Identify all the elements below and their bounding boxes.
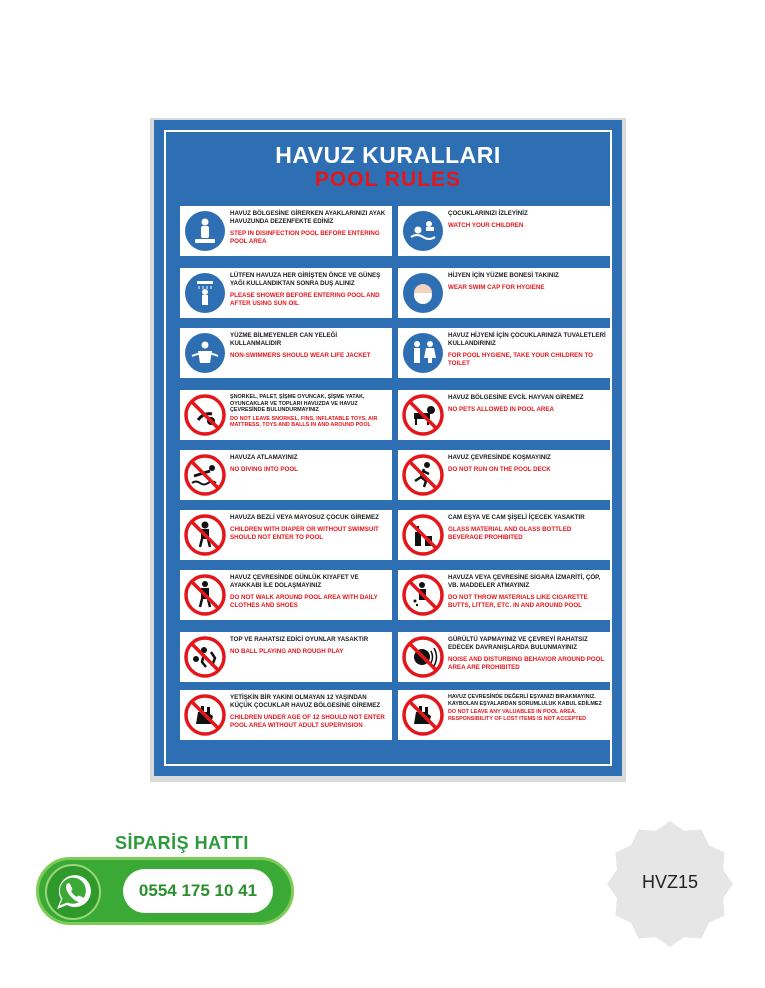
product-code: HVZ15 — [641, 872, 699, 892]
rule-text — [230, 210, 388, 246]
rule-text-turkish: CAM EŞYA VE CAM ŞİŞELİ İÇECEK YASAKTIR — [448, 514, 585, 521]
rule-text-english: DO NOT RUN ON THE POOL DECK — [448, 466, 551, 473]
rule-text-turkish: HAVUZ ÇEVRESİNDE GÜNLÜK KIYAFET VE AYAKKABI İLE DOLAŞMAYINIZ — [230, 574, 359, 589]
rule-text-turkish: HAVUZA BEZLİ VEYA MAYOSUZ ÇOCUK GİREMEZ — [230, 514, 379, 521]
phone-number: 0554 175 10 41 — [138, 881, 258, 900]
rule-card — [180, 206, 392, 256]
rule-text — [230, 636, 388, 656]
rule-card — [180, 268, 392, 318]
rule-card — [180, 328, 392, 378]
rule-text-english: WATCH YOUR CHILDREN — [448, 222, 524, 229]
rule-text-turkish: TOP VE RAHATSIZ EDİCİ OYUNLAR YASAKTIR — [230, 636, 369, 643]
rule-text-english: PLEASE SHOWER BEFORE ENTERING POOL AND AFTER USING SUN OIL — [230, 292, 380, 307]
no-diaper-icon — [184, 514, 226, 556]
rule-text-english: NOISE AND DISTURBING BEHAVIOR AROUND POOL AREA ARE PROHIBITED — [448, 656, 605, 671]
rule-text-english: NO PETS ALLOWED IN POOL AREA — [448, 406, 554, 413]
rule-card — [398, 328, 610, 378]
rule-text-english: CHILDREN UNDER AGE OF 12 SHOULD NOT ENTER POOL AREA WITHOUT ADULT SUPERVISION — [230, 714, 385, 729]
rule-text — [448, 454, 606, 474]
swim-cap-icon — [402, 272, 444, 314]
toilet-icon — [402, 332, 444, 374]
rule-text — [448, 210, 606, 230]
rule-text-turkish: HAVUZA VEYA ÇEVRESİNE SİGARA İZMARİTİ, ÇÖP, VB. MADDELER ATMAYINIZ — [448, 574, 601, 589]
shower-icon — [184, 272, 226, 314]
no-street-clothes-icon — [184, 574, 226, 616]
rule-text-english: WEAR SWIM CAP FOR HYGIENE — [448, 284, 545, 291]
rule-text-turkish: HAVUZA ATLAMAYINIZ — [230, 454, 298, 461]
rule-text — [448, 636, 606, 672]
rule-text-english: GLASS MATERIAL AND GLASS BOTTLED BEVERAGE PROHIBITED — [448, 526, 572, 541]
rule-text-english: NO BALL PLAYING AND ROUGH PLAY — [230, 648, 344, 655]
no-noise-icon — [402, 636, 444, 678]
whatsapp-icon — [45, 864, 101, 920]
rule-text-turkish: HİJYEN İÇİN YÜZME BONESİ TAKINIZ — [448, 272, 559, 279]
pool-rules-sign — [154, 120, 622, 776]
rule-card — [398, 632, 610, 682]
rule-card — [398, 268, 610, 318]
rule-card — [180, 510, 392, 560]
sign-title-english: POOL RULES — [314, 168, 462, 191]
rule-text — [230, 514, 388, 542]
rule-text — [448, 694, 606, 722]
rule-text-turkish: YETİŞKİN BİR YAKINI OLMAYAN 12 YAŞINDAN KÜÇÜK ÇOCUKLAR HAVUZ BÖLGESİNE GİREMEZ — [230, 694, 381, 709]
rule-card — [398, 570, 610, 620]
rule-card — [398, 510, 610, 560]
rule-text-turkish: HAVUZ HİJYENİ İÇİN ÇOCUKLARINIZA TUVALETLERİ KULLANDIRINIZ — [448, 332, 606, 347]
whatsapp-order-button[interactable] — [36, 857, 294, 925]
rule-card — [180, 632, 392, 682]
rule-card — [180, 390, 392, 440]
rule-card — [180, 570, 392, 620]
no-valuables-icon — [402, 694, 444, 736]
rule-text — [448, 514, 606, 542]
rule-text-turkish: LÜTFEN HAVUZA HER GİRİŞTEN ÖNCE VE GÜNEŞ YAĞI KULLANDIKTAN SONRA DUŞ ALINIZ — [230, 272, 381, 287]
rule-text-turkish: GÜRÜLTÜ YAPMAYINIZ VE ÇEVREYİ RAHATSIZ EDECEK DAVRANIŞLARDA BULUNMAYINIZ — [448, 636, 588, 651]
rule-card — [180, 690, 392, 740]
order-line-label: SİPARİŞ HATTI — [115, 833, 249, 853]
rule-text — [230, 332, 388, 360]
rule-text-english: DO NOT LEAVE ANY VALUABLES IN POOL AREA. RESPONSIBILITY OF LOST ITEMS IS NOT ACCEPTED — [448, 709, 587, 722]
rule-text — [230, 394, 388, 429]
no-pets-icon — [402, 394, 444, 436]
sign-title-turkish: HAVUZ KURALLARI — [275, 142, 501, 168]
no-snorkel-icon — [184, 394, 226, 436]
rule-text-turkish: HAVUZ ÇEVRESİNDE DEĞERLİ EŞYANIZI BIRAKMAYINIZ. KAYBOLAN EŞYALARDAN SORUMLULUK KABUL EDİLMEZ — [448, 694, 602, 707]
rule-text-turkish: HAVUZ ÇEVRESİNDE KOŞMAYINIZ — [448, 454, 551, 461]
no-glass-icon — [402, 514, 444, 556]
rule-card — [398, 450, 610, 500]
rule-card — [180, 450, 392, 500]
rule-text-english: NO DIVING INTO POOL — [230, 466, 298, 473]
rule-text-turkish: ÇOCUKLARINIZI İZLEYİNİZ — [448, 210, 528, 217]
rule-text-turkish: HAVUZ BÖLGESİNE GİRERKEN AYAKLARINIZI AYAK HAVUZUNDA DEZENFEKTE EDİNİZ — [230, 210, 386, 225]
rule-text-english: FOR POOL HYGIENE, TAKE YOUR CHILDREN TO TOILET — [448, 352, 593, 367]
no-diving-icon — [184, 454, 226, 496]
watch-children-icon — [402, 210, 444, 252]
rule-text-turkish: YÜZME BİLMEYENLER CAN YELEĞİ KULLANMALIDIR — [230, 332, 338, 347]
rule-text-english: CHILDREN WITH DIAPER OR WITHOUT SWIMSUIT SHOULD NOT ENTER TO POOL — [230, 526, 379, 541]
rule-text-english: DO NOT LEAVE SNORKEL, FINS, INFLATABLE TOYS, AIR MATTRESS, TOYS AND BALLS IN AND AROUND POOL — [230, 415, 378, 429]
rule-text — [230, 574, 388, 610]
rule-text-turkish: HAVUZ BÖLGESİNE EVCİL HAYVAN GİREMEZ — [448, 394, 584, 401]
life-jacket-icon — [184, 332, 226, 374]
rule-text — [448, 394, 606, 414]
rule-card — [398, 690, 610, 740]
rule-text-turkish: ŞNORKEL, PALET, ŞİŞME OYUNCAK, ŞİŞME YATAK, OYUNCAKLAR VE TOPLARI HAVUZDA VE HAVUZ ÇEVRESİNDE BULUNDURMAYINIZ — [230, 394, 365, 414]
disinfection-pool-icon — [184, 210, 226, 252]
rule-text — [230, 272, 388, 308]
rule-text — [230, 694, 388, 730]
rule-text-english: STEP IN DISINFECTION POOL BEFORE ENTERING POOL AREA — [230, 230, 380, 245]
no-littering-icon — [402, 574, 444, 616]
no-ball-play-icon — [184, 636, 226, 678]
rule-text — [448, 332, 606, 368]
no-running-icon — [402, 454, 444, 496]
rule-text — [448, 574, 606, 610]
no-unsupervised-children-icon — [184, 694, 226, 736]
phone-number-field — [123, 869, 273, 913]
rule-card — [398, 390, 610, 440]
rule-card — [398, 206, 610, 256]
rule-text — [448, 272, 606, 292]
rule-text — [230, 454, 388, 474]
rule-text-english: DO NOT THROW MATERIALS LIKE CIGARETTE BUTTS, LITTER, ETC. IN AND AROUND POOL — [448, 594, 588, 609]
rule-text-english: DO NOT WALK AROUND POOL AREA WITH DAILY CLOTHES AND SHOES — [230, 594, 378, 609]
rule-text-english: NON-SWIMMERS SHOULD WEAR LIFE JACKET — [230, 352, 371, 359]
